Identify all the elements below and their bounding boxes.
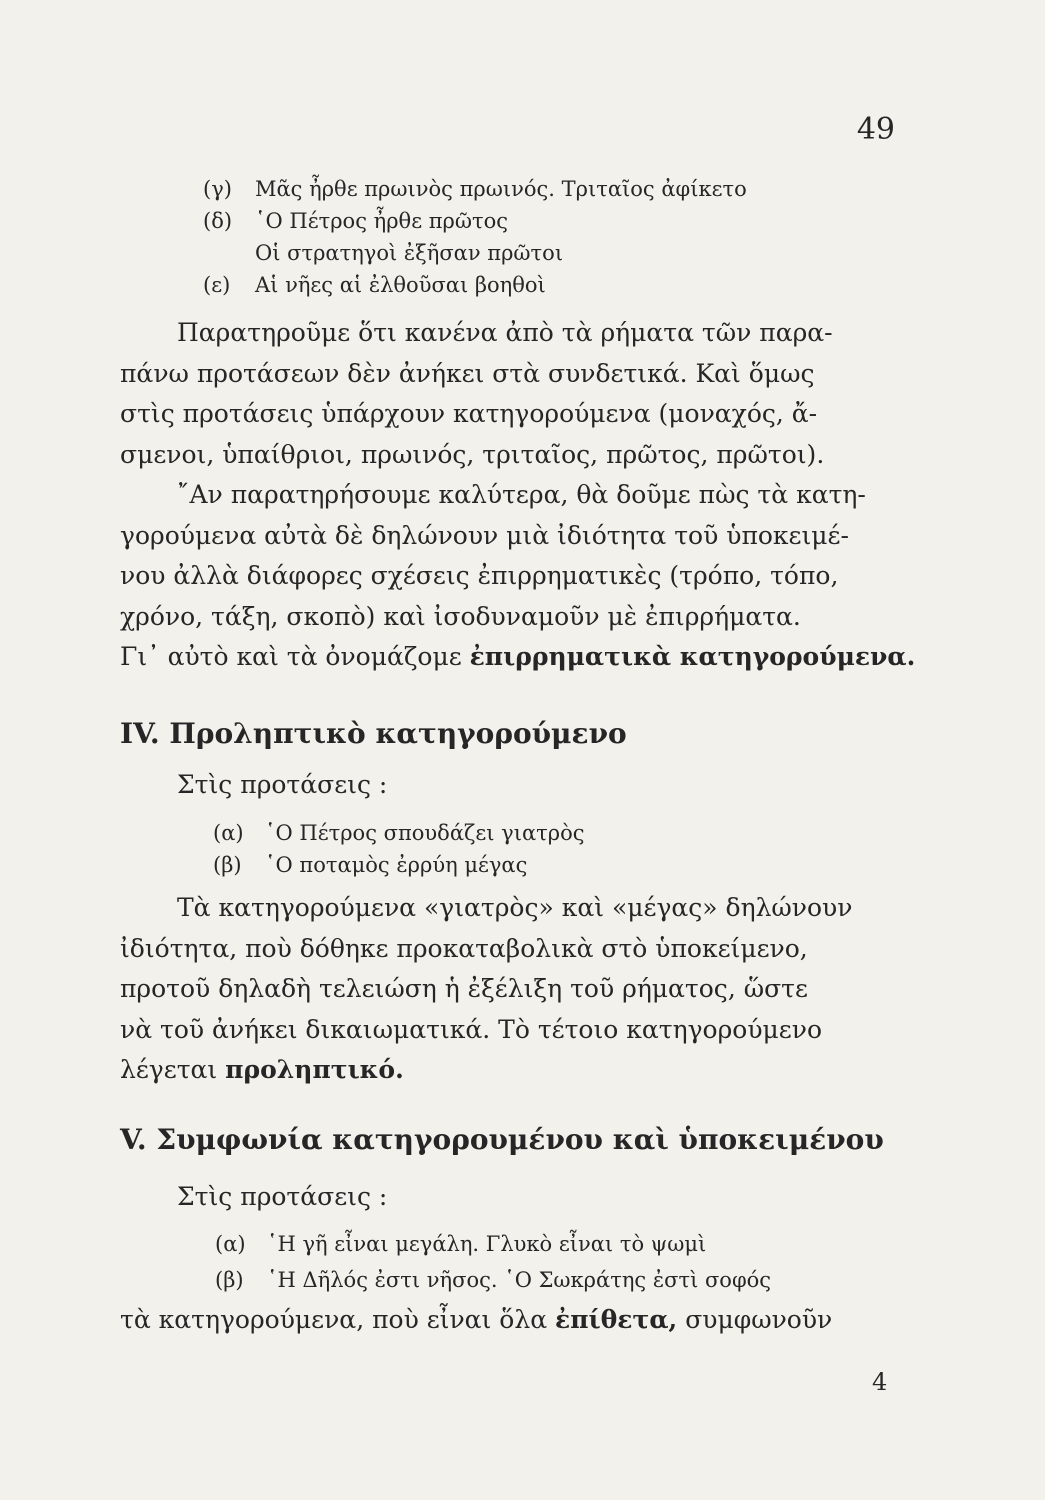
list-item: Οἱ στρατηγοὶ ἐξῆσαν πρῶτοι [255,241,564,265]
section-heading-v: V. Συμφωνία κατηγορουμένου καὶ ὑποκειμένου [120,1123,884,1156]
list-item: (γ) Μᾶς ἦρθε πρωινὸς πρωινός. Τριταῖος ἀφίκετο [203,177,747,201]
section-heading-iv: IV. Προληπτικὸ κατηγορούμενο [120,717,627,750]
section-intro: Στὶς προτάσεις : [177,1182,388,1211]
paragraph-agreement: τὰ κατηγορούμενα, ποὺ εἶναι ὅλα ἐπίθετα, συμφωνοῦν [120,1305,833,1334]
list-item: (δ) ῾Ο Πέτρος ἦρθε πρῶτος [203,209,509,233]
list-item: (β) ῾Ο ποταμὸς ἐρρύη μέγας [213,853,528,877]
paragraph-proleptic: Τὰ κατηγορούμενα «γιατρὸς» καὶ «μέγας» δηλώνουν ἰδιότητα, ποὺ δόθηκε προκαταβολικὰ στὸ ὑποκείμενο, προτοῦ δηλαδὴ τελειώση ἡ ἐξέλιξη τοῦ ρήματος, ὥστε νὰ τοῦ ἀνήκει δικαιωματικά. Τὸ τέτοιο κατηγορούμενο λέγεται προληπτικό. [120,893,853,1084]
paragraph-observation: Παρατηροῦμε ὅτι κανένα ἀπὸ τὰ ρήματα τῶν παρα- πάνω προτάσεων δὲν ἀνήκει στὰ συνδετικά. Καὶ ὅμως στὶς προτάσεις ὑπάρχουν κατηγορούμενα (μοναχός, ἄ- σμενοι, ὑπαίθριοι, πρωινός, τριταῖος, πρῶτος, πρῶτοι). ῎Αν παρατηρήσουμε καλύτερα, θὰ δοῦμε πὼς τὰ κατη- γορούμενα αὐτὰ δὲ δηλώνουν μιὰ ἰδιότητα τοῦ ὑποκειμέ- νου ἀλλὰ διάφορες σχέσεις ἐπιρρηματικὲς (τρόπο, τόπο, χρόνο, τάξη, σκοπὸ) καὶ ἰσοδυναμοῦν μὲ ἐπιρρήματα. Γι᾿ αὐτὸ καὶ τὰ ὀνομάζομε ἐπιρρηματικὰ κατηγορούμενα. [120,318,916,671]
list-item: (β) ῾Η Δῆλός ἐστι νῆσος. ῾Ο Σωκράτης ἐστὶ σοφός [215,1268,772,1292]
section-intro: Στὶς προτάσεις : [177,770,388,799]
list-item: (ε) Αἱ νῆες αἱ ἐλθοῦσαι βοηθοὶ [203,273,546,297]
example-list-v [215,1226,771,1298]
page-number: 49 [856,112,895,147]
signature-mark: 4 [872,1368,888,1396]
example-list-top [203,173,747,301]
list-item: (α) ῾Η γῆ εἶναι μεγάλη. Γλυκὸ εἶναι τὸ ψωμὶ [215,1232,707,1256]
example-list-iv [213,817,585,881]
list-item: (α) ῾Ο Πέτρος σπουδάζει γιατρὸς [213,821,585,845]
